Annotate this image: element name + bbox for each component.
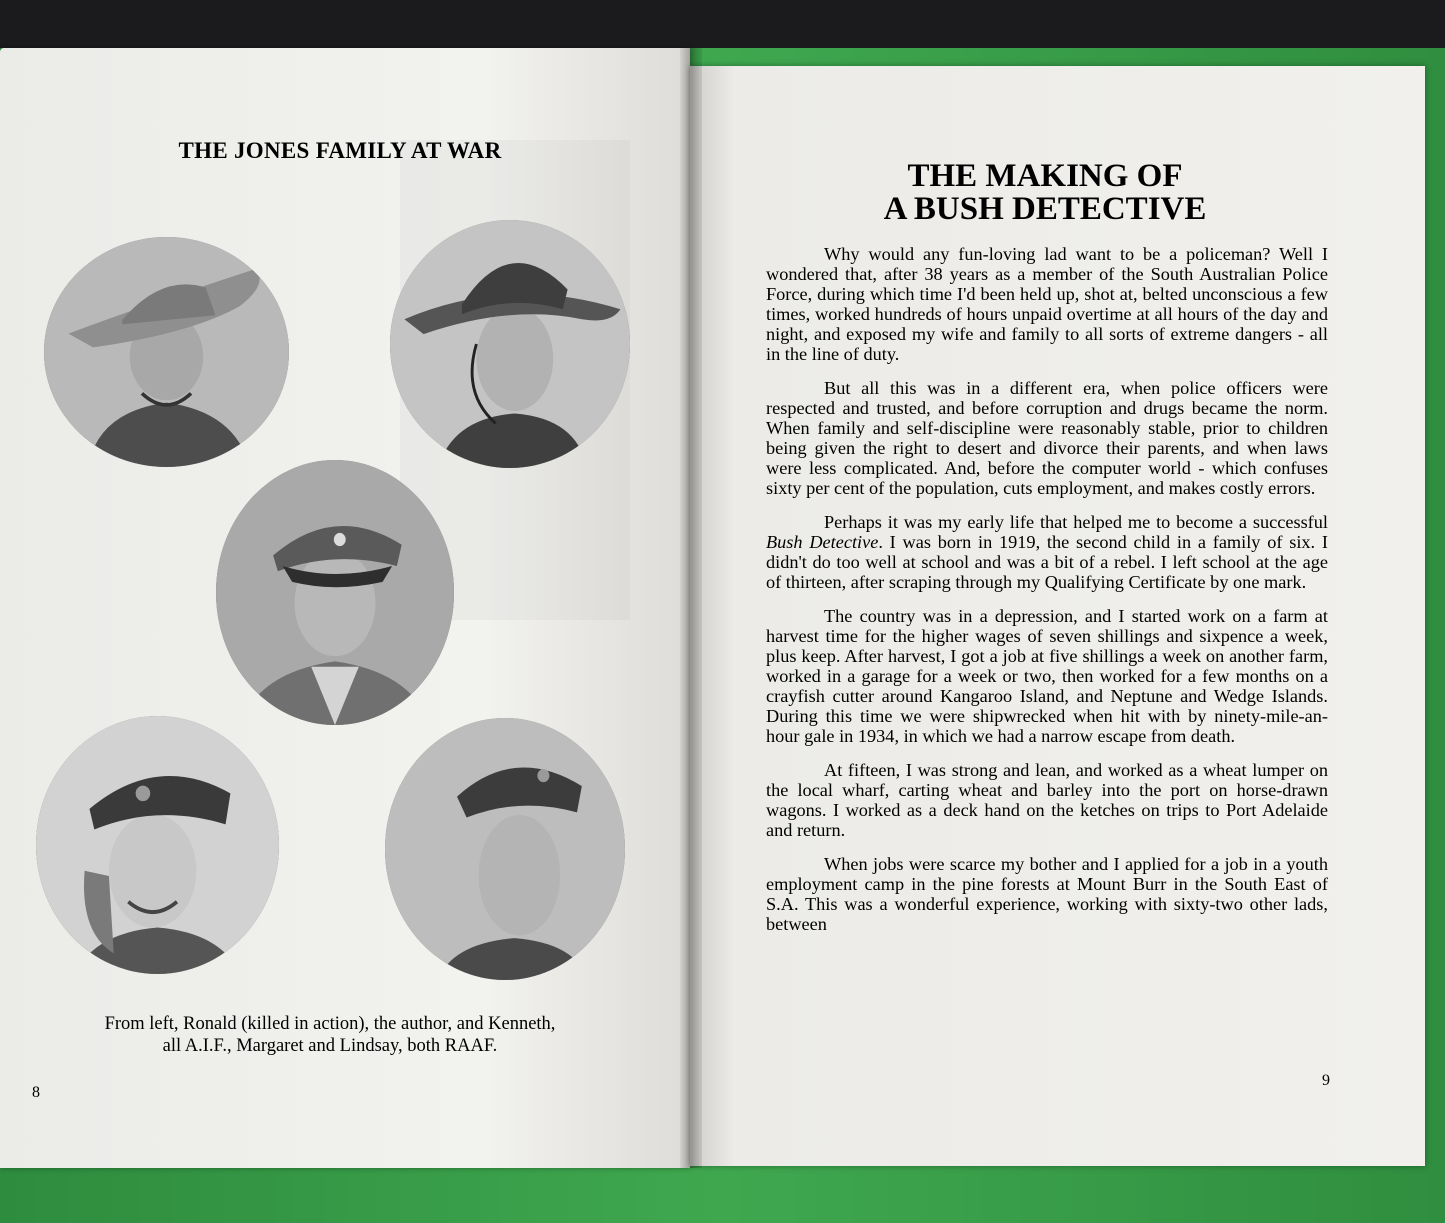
portrait-author — [390, 220, 630, 468]
right-page-number: 9 — [1322, 1072, 1330, 1089]
paragraph-4: The country was in a depression, and I started work on a farm at harvest time for the higher wages of seven shillings and sixpence a week, plus keep. After harvest, I got a job at five shillings a week on another farm, worked in a garage for a week or two, then worked for a few months on a crayfish cutter around Kangaroo Island, and Neptune and Wedge Islands. During this time we were shipwrecked when hit with by ninety-mile-an-hour gale in 1934, in which we had a narrow escape from death. — [766, 606, 1328, 746]
left-page-heading: THE JONES FAMILY AT WAR — [178, 138, 502, 163]
paragraph-1: Why would any fun-loving lad want to be a policeman? Well I wondered that, after 38 years as a member of the South Australian Police Force, during which time I'd been held up, shot at, belted unconscious a few times, worked hundreds of hours unpaid overtime at all hours of the day and night, and exposed my wife and family to all sorts of extreme dangers - all in the line of duty. — [766, 244, 1328, 364]
chapter-title-line-2: A BUSH DETECTIVE — [883, 191, 1207, 227]
portrait-kenneth — [216, 460, 454, 725]
portrait-ronald — [44, 237, 289, 467]
portrait-kenneth-image — [216, 460, 454, 725]
portrait-margaret — [36, 716, 279, 974]
portrait-lindsay-image — [385, 718, 625, 980]
paragraph-5: At fifteen, I was strong and lean, and worked as a wheat lumper on the local wharf, carting wheat and barley into the port on horse-drawn wagons. I worked as a deck hand on the ketches on trips to Port Adelaide and return. — [766, 760, 1328, 840]
portrait-author-image — [390, 220, 630, 468]
paragraph-3 — [766, 512, 1328, 592]
chapter-body — [766, 244, 1328, 948]
chapter-title-line-1: THE MAKING OF — [907, 158, 1183, 194]
portrait-margaret-image — [36, 716, 279, 974]
book-gutter — [680, 48, 702, 1168]
portrait-lindsay — [385, 718, 625, 980]
photo-caption-line-1: From left, Ronald (killed in action), the author, and Kenneth, — [104, 1014, 556, 1034]
paragraph-3-start: Perhaps it was my early life that helped me to become a successful — [824, 512, 1328, 532]
italic-book-title: Bush Detective — [766, 532, 879, 552]
photo-caption — [20, 1013, 640, 1057]
portrait-ronald-image — [44, 237, 289, 467]
photo-caption-line-2: all A.I.F., Margaret and Lindsay, both RAAF. — [162, 1036, 498, 1056]
left-page-number: 8 — [32, 1084, 40, 1101]
chapter-title — [860, 160, 1230, 226]
paragraph-3-end: . I was born in 1919, the second child in a family of six. I didn't do too well at school and was a bit of a rebel. I left school at the age of thirteen, after scraping through my Qualifying Certificate by one mark. — [766, 532, 1328, 592]
paragraph-2: But all this was in a different era, when police officers were respected and trusted, and before corruption and drugs became the norm. When family and self-discipline were reasonably stable, prior to children being given the right to desert and divorce their parents, and when laws were less complicated. And, before the computer world - which confuses sixty per cent of the population, cuts employment, and makes costly errors. — [766, 378, 1328, 498]
paragraph-6: When jobs were scarce my bother and I applied for a job in a youth employment camp in the pine forests at Mount Burr in the South East of S.A. This was a wonderful experience, working with sixty-two other lads, between — [766, 854, 1328, 934]
